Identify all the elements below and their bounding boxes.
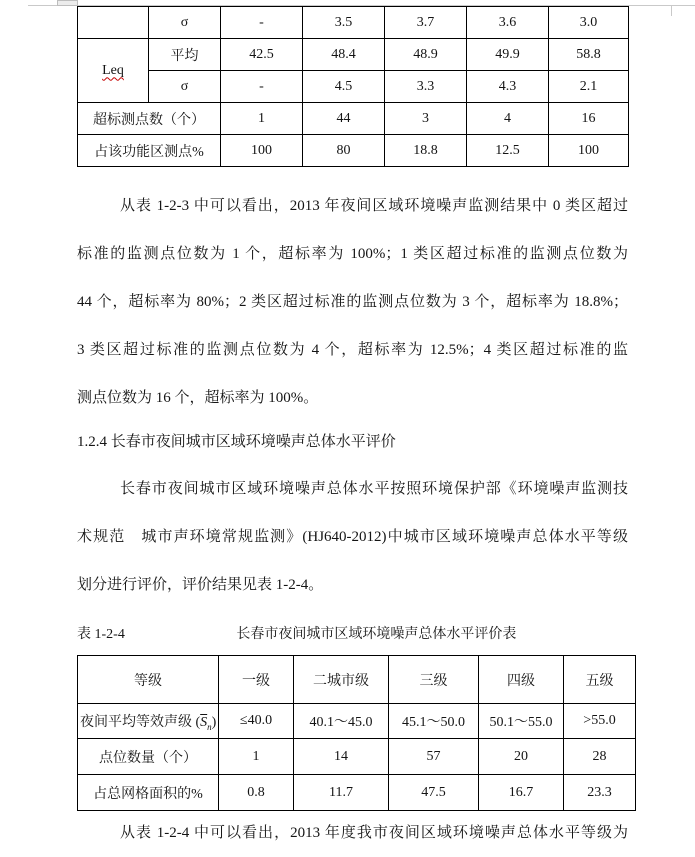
table-cell: 49.9 [467, 39, 549, 71]
table-cell: 4.5 [303, 71, 385, 103]
text-line: 术规范 城市声环境常规监测》(HJ640-2012)中城市区域环境噪声总体水平等级 [77, 529, 628, 545]
s-bar-n-formula: $(\overline{S}_n)$ [195, 714, 217, 732]
table-row [78, 7, 629, 39]
table-cell-header: 二城市级 [294, 656, 389, 704]
table-cell: 4 [467, 103, 549, 135]
table-cell: 3.0 [549, 7, 629, 39]
table-cell: 44 [303, 103, 385, 135]
table-row [78, 704, 636, 739]
table-caption-label: 表 1-2-4 [77, 627, 125, 642]
table-cell: 40.1～45.0 [294, 704, 389, 739]
table-cell-header: 四级 [479, 656, 564, 704]
table-cell-rowlabel: 点位数量（个） [78, 739, 219, 775]
table-row [78, 739, 636, 775]
table-cell: 50.1～55.0 [479, 704, 564, 739]
paragraph-table-1-2-3-analysis [77, 182, 628, 422]
table-row [78, 71, 629, 103]
table-cell: 1 [221, 103, 303, 135]
table-cell [78, 7, 149, 39]
table-cell: 12.5 [467, 135, 549, 167]
table-cell: 47.5 [389, 775, 479, 811]
leq-label: Leq [102, 62, 124, 78]
table-row [78, 103, 629, 135]
table-cell: - [221, 71, 303, 103]
table-cell-rowlabel: 占该功能区测点% [78, 135, 221, 167]
text-line: 标准的监测点位数为 1 个，超标率为 100%；1 类区超过标准的监测点位数为 [77, 246, 628, 262]
table-cell: 100 [221, 135, 303, 167]
section-heading-1-2-4: 1.2.4 长春市夜间城市区域环境噪声总体水平评价 [77, 434, 396, 450]
page-edge-tick [671, 5, 672, 16]
table-cell: 16 [549, 103, 629, 135]
table-cell-header: 一级 [219, 656, 294, 704]
table-cell-rowlabel [78, 704, 219, 739]
table-cell: 3 [385, 103, 467, 135]
table-cell: 3.7 [385, 7, 467, 39]
table-cell: 57 [389, 739, 479, 775]
table-cell: σ [149, 71, 221, 103]
table-continuation-mark [57, 0, 78, 6]
table-cell: 平均 [149, 39, 221, 71]
noise-monitoring-table [77, 6, 629, 167]
noise-level-evaluation-table [77, 655, 636, 811]
text-line: 从表 1-2-3 中可以看出，2013 年夜间区域环境噪声监测结果中 0 类区超过 [120, 198, 628, 214]
text-line: 划分进行评价，评价结果见表 1-2-4。 [77, 577, 324, 593]
table-cell: >55.0 [564, 704, 636, 739]
table-cell: 2.1 [549, 71, 629, 103]
text-line: 44 个，超标率为 80%；2 类区超过标准的监测点位数为 3 个，超标率为 18.8%； [77, 294, 628, 310]
table-cell: 11.7 [294, 775, 389, 811]
table-row [78, 775, 636, 811]
table-cell: 48.4 [303, 39, 385, 71]
paragraph-evaluation-method [77, 465, 628, 609]
table-cell: 23.3 [564, 775, 636, 811]
table-row [78, 135, 629, 167]
table-cell: 28 [564, 739, 636, 775]
row-label-text: 夜间平均等效声级 [80, 714, 192, 730]
text-line: 从表 1-2-4 中可以看出，2013 年度我市夜间区域环境噪声总体水平等级为 [120, 825, 628, 841]
table-cell-leq [78, 39, 149, 103]
table-cell-rowlabel: 超标测点数（个） [78, 103, 221, 135]
table-cell: 58.8 [549, 39, 629, 71]
table-cell: - [221, 7, 303, 39]
table-cell: 1 [219, 739, 294, 775]
table-header-row [78, 656, 636, 704]
table-cell-header: 三级 [389, 656, 479, 704]
table-caption [77, 626, 628, 644]
table-cell: 16.7 [479, 775, 564, 811]
text-line: 3 类区超过标准的监测点位数为 4 个，超标率为 12.5%；4 类区超过标准的监 [77, 342, 628, 358]
table-row [78, 39, 629, 71]
table-cell-rowlabel: 占总网格面积的% [78, 775, 219, 811]
table-cell: 20 [479, 739, 564, 775]
table-cell-header: 五级 [564, 656, 636, 704]
table-cell: 14 [294, 739, 389, 775]
paragraph-table-1-2-4-analysis [77, 809, 628, 857]
table-cell: 42.5 [221, 39, 303, 71]
table-cell-header: 等级 [78, 656, 219, 704]
table-cell: 45.1～50.0 [389, 704, 479, 739]
table-cell: σ [149, 7, 221, 39]
table-cell: 3.5 [303, 7, 385, 39]
table-cell: 48.9 [385, 39, 467, 71]
table-cell: 3.6 [467, 7, 549, 39]
table-cell: ≤40.0 [219, 704, 294, 739]
text-line: 长春市夜间城市区域环境噪声总体水平按照环境保护部《环境噪声监测技 [120, 481, 628, 497]
table-cell: 3.3 [385, 71, 467, 103]
table-cell: 100 [549, 135, 629, 167]
text-line: 测点位数为 16 个，超标率为 100%。 [77, 390, 319, 406]
table-cell: 18.8 [385, 135, 467, 167]
table-cell: 0.8 [219, 775, 294, 811]
table-cell: 4.3 [467, 71, 549, 103]
table-caption-title: 长春市夜间城市区域环境噪声总体水平评价表 [236, 627, 517, 642]
table-cell: 80 [303, 135, 385, 167]
